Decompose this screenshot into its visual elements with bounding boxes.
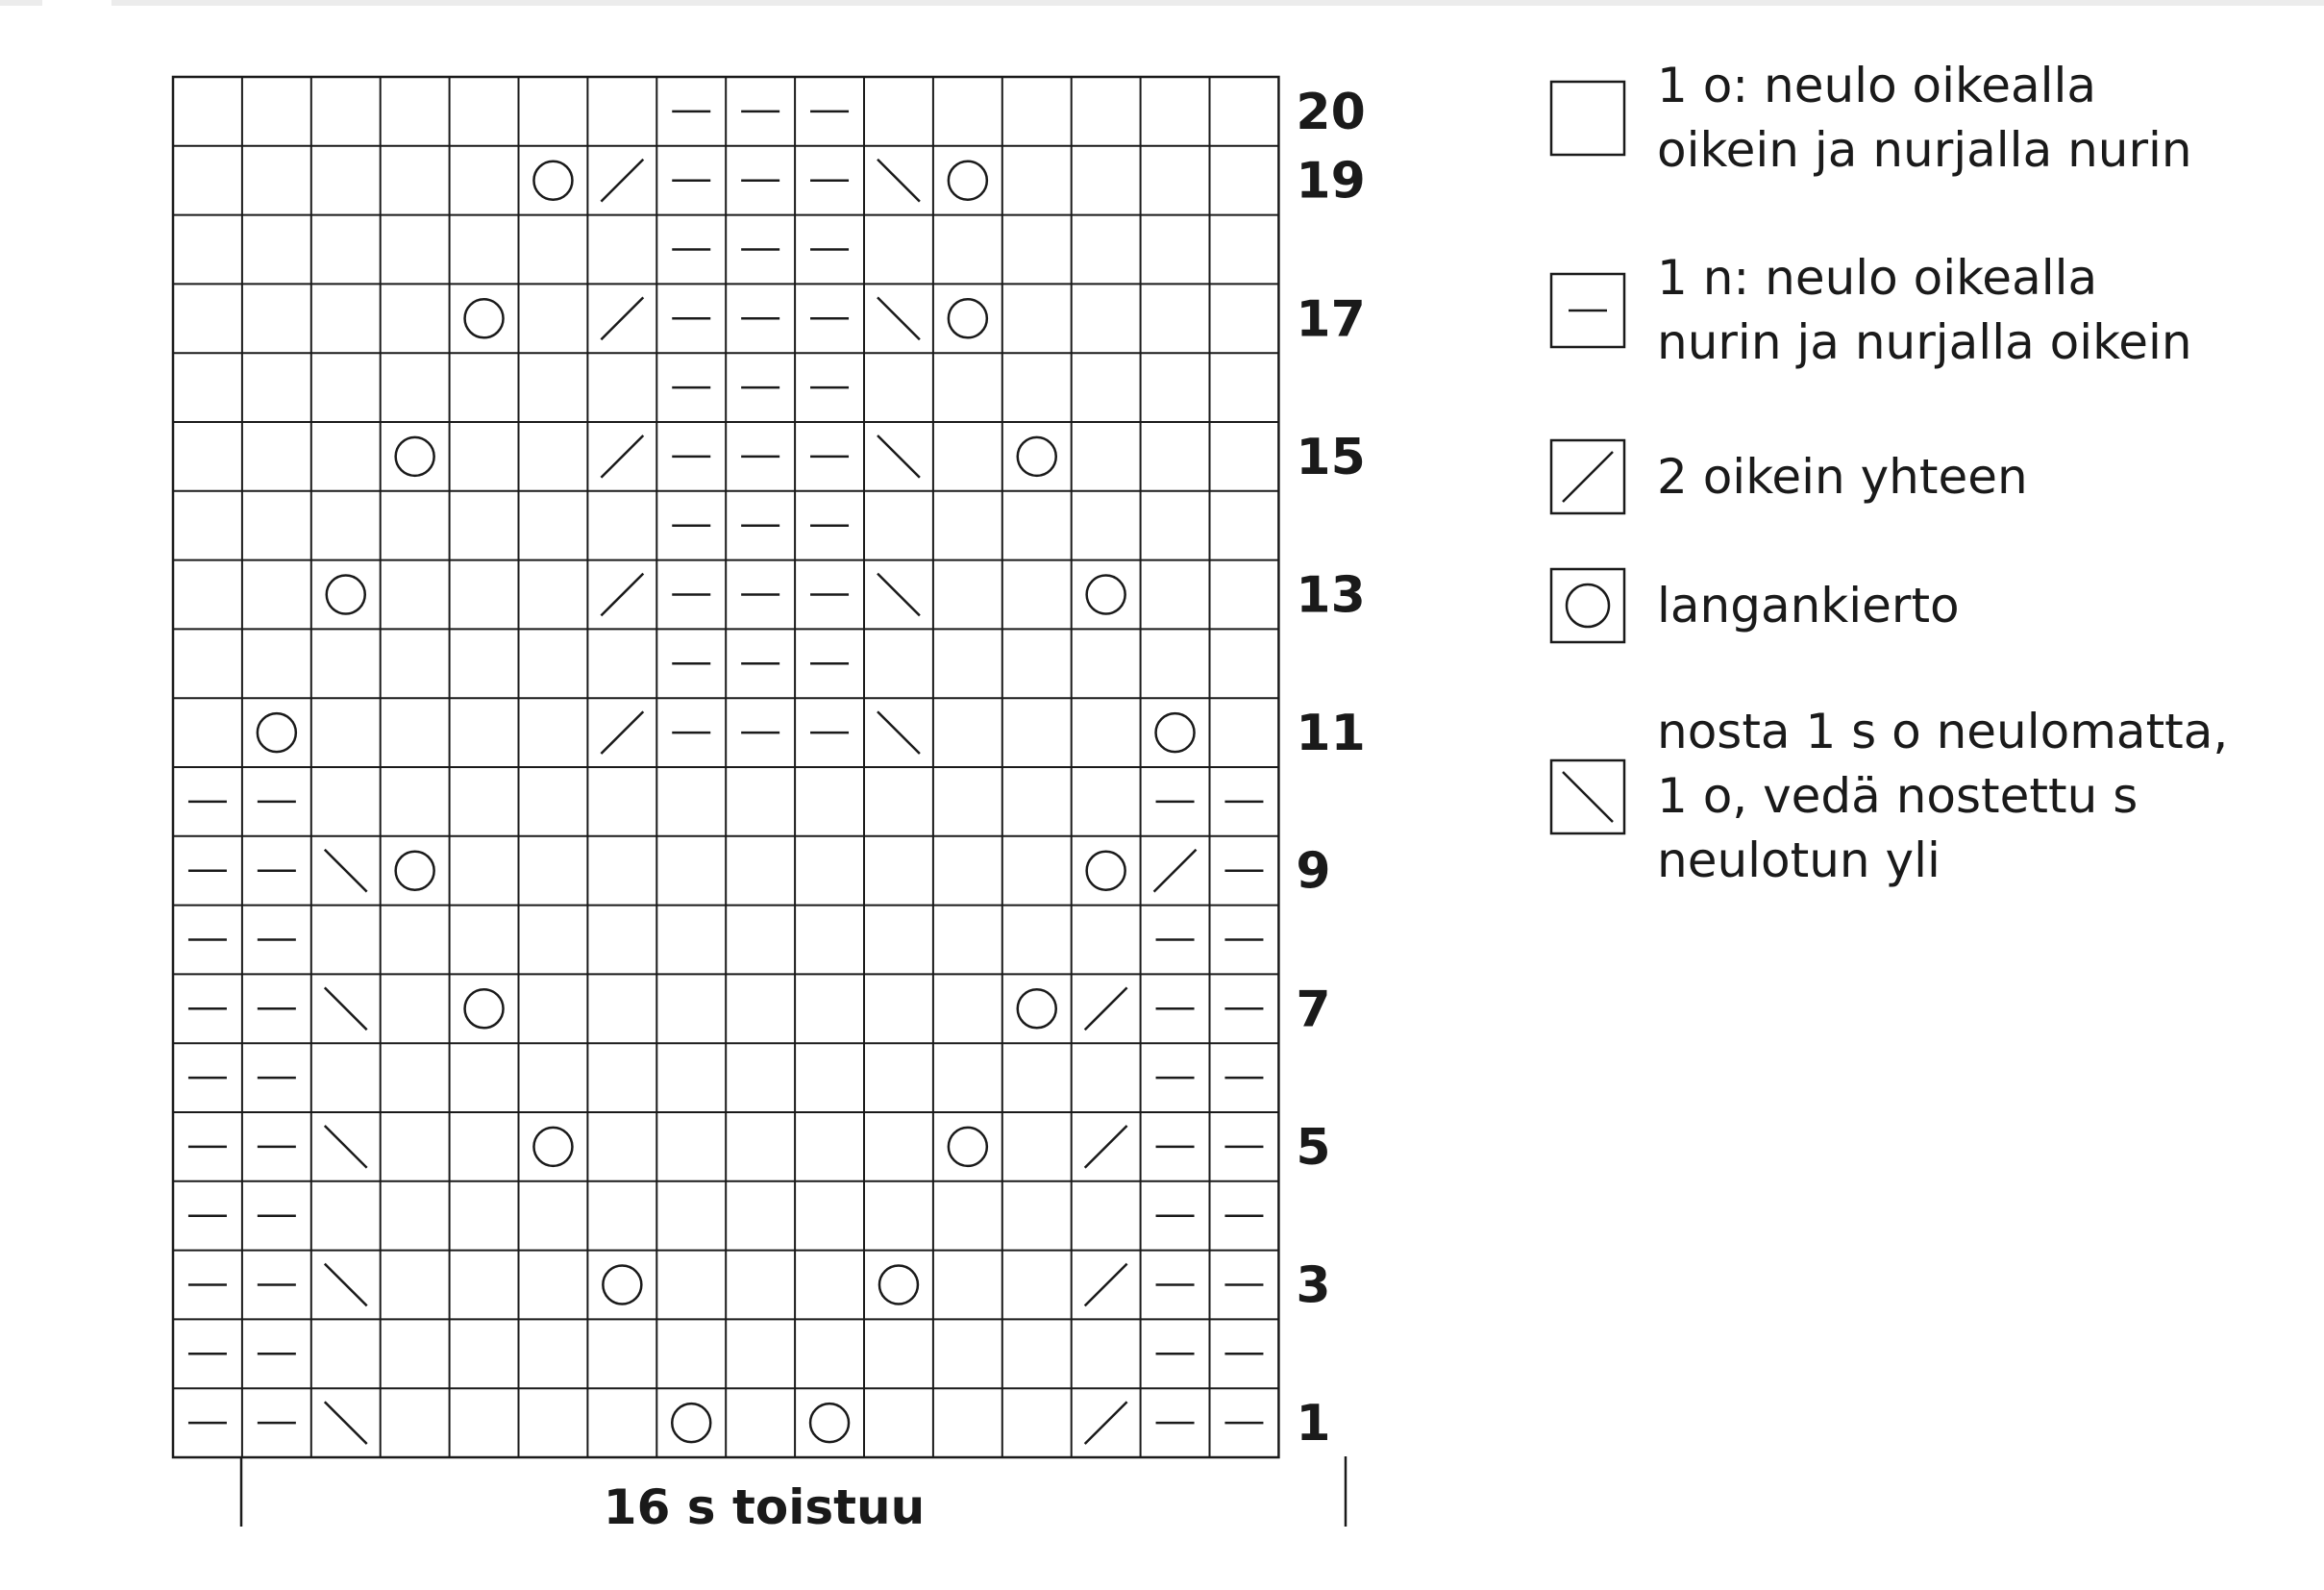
legend-text: [1657, 700, 2228, 893]
repeat-indicator: [241, 1456, 1346, 1535]
row-label: 5: [1296, 1118, 1331, 1177]
row-label: 20: [1296, 83, 1366, 141]
legend-text: [1657, 445, 2028, 509]
legend-item-purl: [1549, 246, 2192, 375]
legend-text-line: oikein ja nurjalla nurin: [1657, 122, 2192, 178]
row-label: 17: [1296, 290, 1366, 349]
legend-text: [1657, 54, 2192, 183]
row-label: 11: [1296, 705, 1366, 763]
row-label: 1: [1296, 1395, 1331, 1453]
right-slash-square-icon: [1549, 438, 1626, 515]
legend-text-line: nurin ja nurjalla oikein: [1657, 314, 2192, 370]
circle-square-icon: [1549, 567, 1626, 644]
legend-item-yarnover: [1549, 567, 1960, 644]
chart-grid: [173, 77, 1278, 1457]
legend-text-line: langankierto: [1657, 577, 1960, 634]
row-label: 19: [1296, 152, 1366, 211]
legend-item-skp: [1549, 700, 2228, 893]
legend-text: [1657, 574, 1960, 638]
legend-text-line: nosta 1 s o neulomatta,: [1657, 704, 2229, 759]
dash-square-icon: [1549, 272, 1626, 349]
repeat-label: 16 s toistuu: [603, 1479, 926, 1535]
legend-text-line: 1 n: neulo oikealla: [1657, 250, 2098, 306]
left-slash-square-icon: [1549, 758, 1626, 835]
row-label: 13: [1296, 566, 1366, 625]
row-label: 15: [1296, 428, 1366, 486]
legend-text-line: neulotun yli: [1657, 832, 1941, 888]
row-label: 3: [1296, 1256, 1331, 1315]
empty-square-icon: [1549, 80, 1626, 157]
legend-text: [1657, 246, 2192, 375]
legend-item-knit: [1549, 54, 2192, 183]
row-label: 7: [1296, 981, 1331, 1039]
row-label: 9: [1296, 842, 1331, 901]
legend-text-line: 2 oikein yhteen: [1657, 448, 2028, 505]
row-labels: [1296, 84, 1365, 1453]
legend-text-line: 1 o, vedä nostettu s: [1657, 768, 2139, 824]
legend-item-k2tog: [1549, 438, 2028, 515]
legend-text-line: 1 o: neulo oikealla: [1657, 58, 2097, 113]
